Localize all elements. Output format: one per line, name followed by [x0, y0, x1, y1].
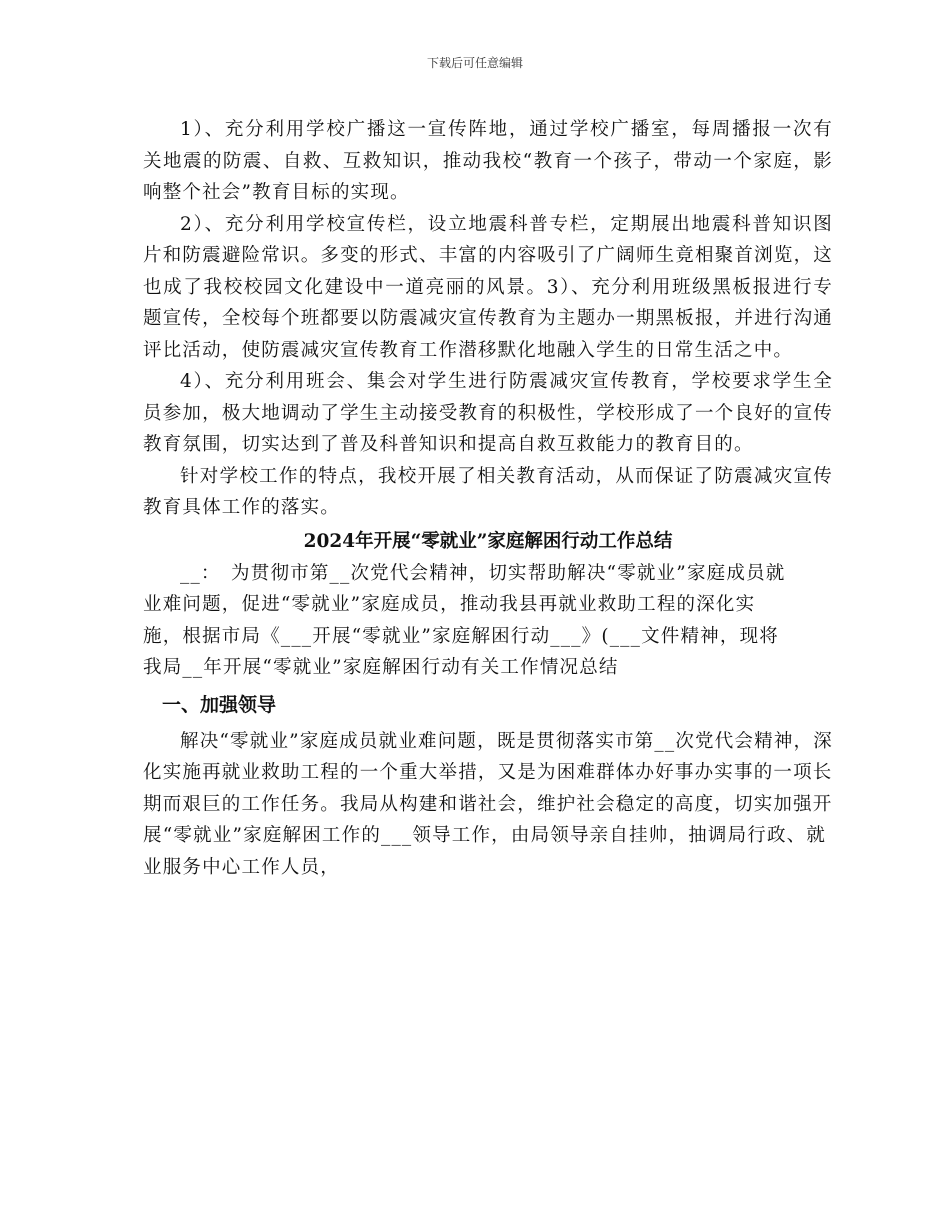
- subheading-leadership: 一、加强领导: [162, 693, 277, 716]
- report-intro: __： 为贯彻市第__次党代会精神，切实帮助解决“零就业”家庭成员就业难问题，促进“零就业”家庭成员，推动我县再就业救助工程的深化实施，根据市局《___开展“零就业”家庭解困行动___》(___文件精神，现将我局__年开展“零就业”家庭解困行动有关工作情况总结: [143, 562, 786, 678]
- document-body: [143, 114, 833, 883]
- page-header-note: 下载后可任意编辑: [426, 56, 523, 70]
- report-body: 解决“零就业”家庭成员就业难问题，既是贯彻落实市第__次党代会精神，深化实施再就业救助工程的一个重大举措，又是为困难群体办好事办实事的一项长期而艰巨的工作任务。我局从构建和谐社会，维护社会稳定的高度，切实加强开展“零就业”家庭解困工作的___领导工作，由局领导亲自挂帅，抽调局行政、就业服务中心工作人员，: [143, 730, 833, 878]
- paragraph-class-meeting: 4）、充分利用班会、集会对学生进行防震减灾宣传教育，学校要求学生全员参加，极大地调动了学生主动接受教育的积极性，学校形成了一个良好的宣传教育氛围，切实达到了普及科普知识和提高自救互救能力的教育目的。: [143, 371, 833, 455]
- paragraph-bulletin-board: 2）、充分利用学校宣传栏，设立地震科普专栏，定期展出地震科普知识图片和防震避险常识。多变的形式、丰富的内容吸引了广阔师生竟相聚首浏览，这也成了我校校园文化建设中一道亮丽的风景。3）、充分利用班级黑板报进行专题宣传，全校每个班都要以防震减灾宣传教育为主题办一期黑板报，并进行沟通评比活动，使防震减灾宣传教育工作潜移默化地融入学生的日常生活之中。: [143, 213, 833, 361]
- paragraph-conclusion: 针对学校工作的特点，我校开展了相关教育活动，从而保证了防震减灾宣传教育具体工作的落实。: [143, 465, 833, 518]
- paragraph-broadcast: 1）、充分利用学校广播这一宣传阵地，通过学校广播室，每周播报一次有关地震的防震、自救、互救知识，推动我校“教育一个孩子，带动一个家庭，影响整个社会”教育目标的实现。: [143, 119, 833, 203]
- report-title: 2024年开展“零就业”家庭解困行动工作总结: [303, 530, 673, 552]
